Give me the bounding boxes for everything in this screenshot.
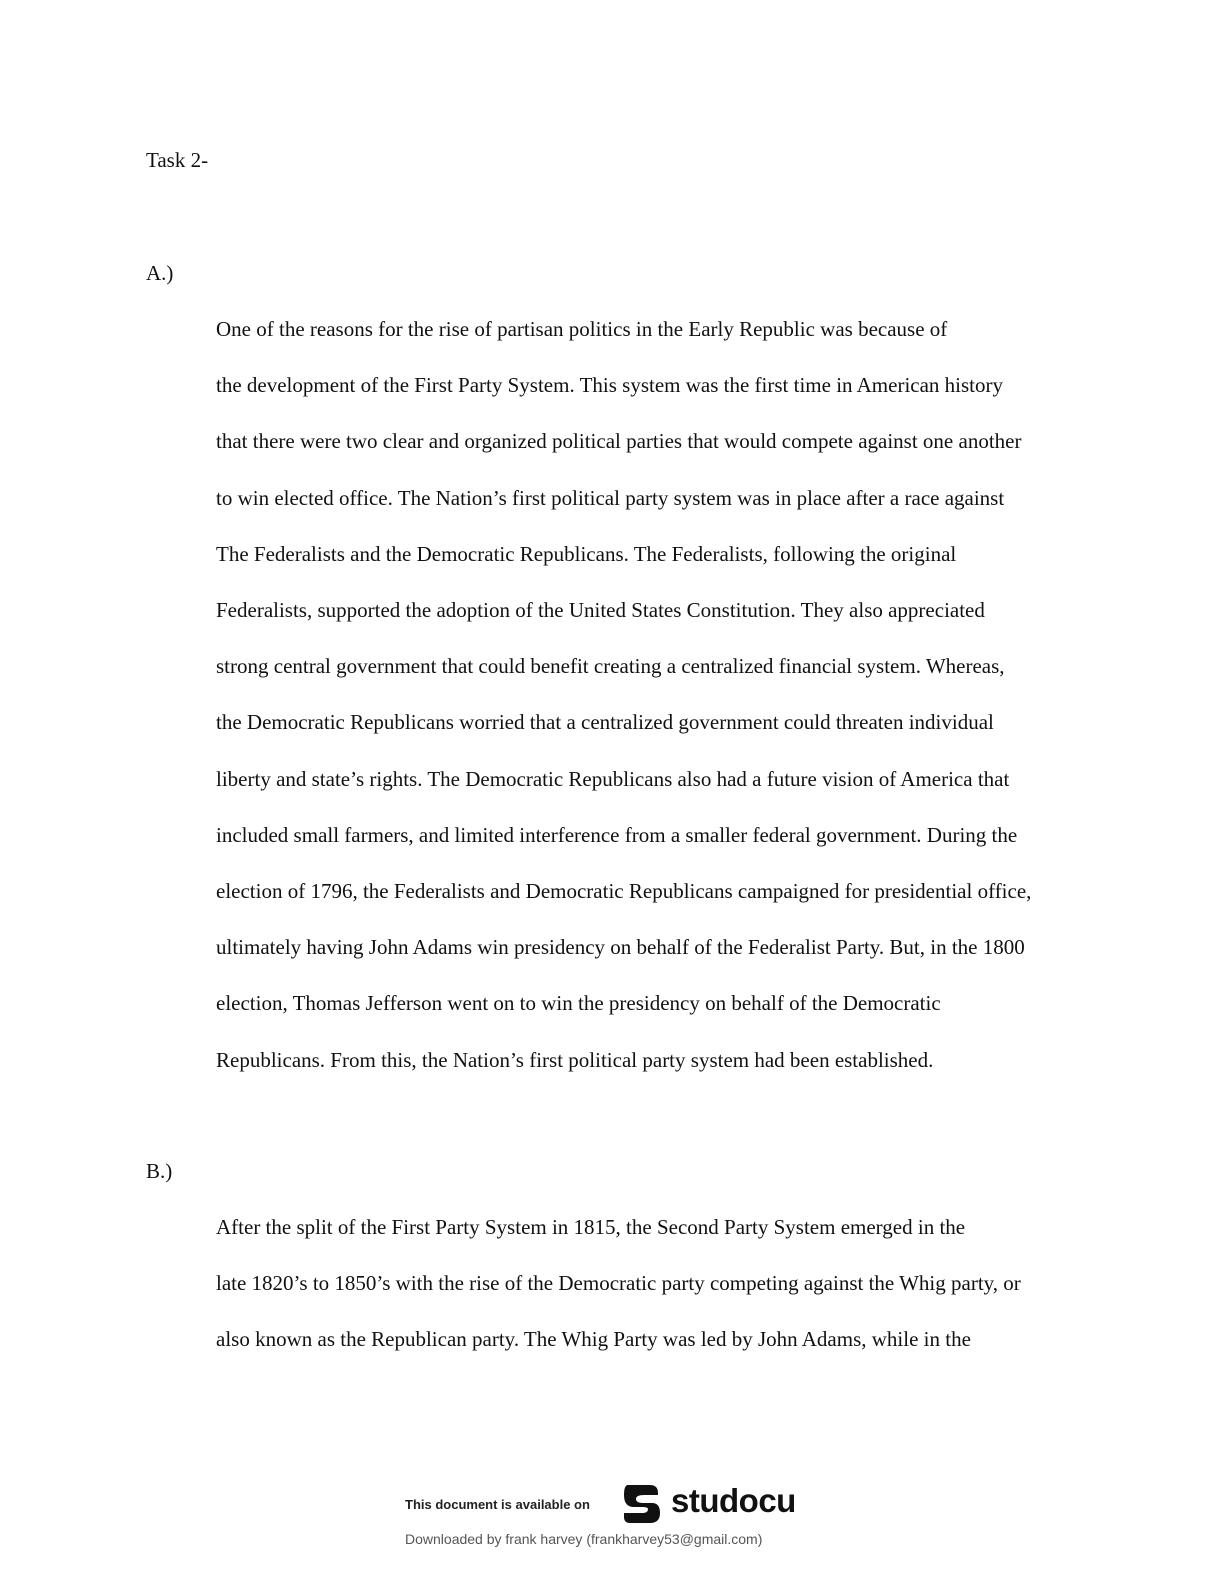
paragraph-line: that there were two clear and organized political parties that would compete against one another: [216, 429, 1022, 454]
task-title: Task 2-: [146, 148, 209, 172]
paragraph-line: included small farmers, and limited interference from a smaller federal government. During the: [216, 822, 1018, 847]
paragraph-line: election of 1796, the Federalists and Democratic Republicans campaigned for presidential office,: [216, 879, 1032, 904]
section-label-a: A.): [146, 261, 174, 285]
paragraph-line: After the split of the First Party System in 1815, the Second Party System emerged in the: [216, 1215, 966, 1239]
paragraph-line: election, Thomas Jefferson went on to win the presidency on behalf of the Democratic: [216, 991, 941, 1016]
paragraph-line: liberty and state’s rights. The Democratic Republicans also had a future vision of America that: [216, 766, 1010, 791]
downloaded-by-text: Downloaded by frank harvey (frankharvey53@gmail.com): [405, 1531, 763, 1547]
section-b-paragraph: [146, 1199, 1066, 1368]
studocu-footer: [0, 1478, 1224, 1578]
paragraph-line: Federalists, supported the adoption of the United States Constitution. They also appreciated: [216, 598, 985, 623]
paragraph-line: the Democratic Republicans worried that a centralized government could threaten individual: [216, 710, 994, 735]
studocu-logo-icon[interactable]: [620, 1481, 664, 1527]
studocu-brand-link[interactable]: studocu: [671, 1482, 796, 1519]
availability-text: This document is available on: [405, 1497, 590, 1512]
paragraph-line: One of the reasons for the rise of partisan politics in the Early Republic was because of: [216, 317, 948, 341]
paragraph-line: to win elected office. The Nation’s first political party system was in place after a race against: [216, 485, 1005, 510]
paragraph-line: also known as the Republican party. The Whig Party was led by John Adams, while in the: [216, 1327, 971, 1352]
paragraph-line: strong central government that could benefit creating a centralized financial system. Whereas,: [216, 654, 1005, 679]
section-label-b: B.): [146, 1159, 173, 1183]
paragraph-line: the development of the First Party System. This system was the first time in American history: [216, 373, 1004, 398]
section-a-paragraph: [146, 301, 1066, 1088]
paragraph-line: The Federalists and the Democratic Republicans. The Federalists, following the original: [216, 541, 957, 566]
paragraph-line: Republicans. From this, the Nation’s first political party system had been established.: [216, 1047, 934, 1072]
paragraph-line: ultimately having John Adams win presidency on behalf of the Federalist Party. But, in the 1800: [216, 935, 1025, 960]
paragraph-line: late 1820’s to 1850’s with the rise of the Democratic party competing against the Whig party, or: [216, 1271, 1021, 1296]
